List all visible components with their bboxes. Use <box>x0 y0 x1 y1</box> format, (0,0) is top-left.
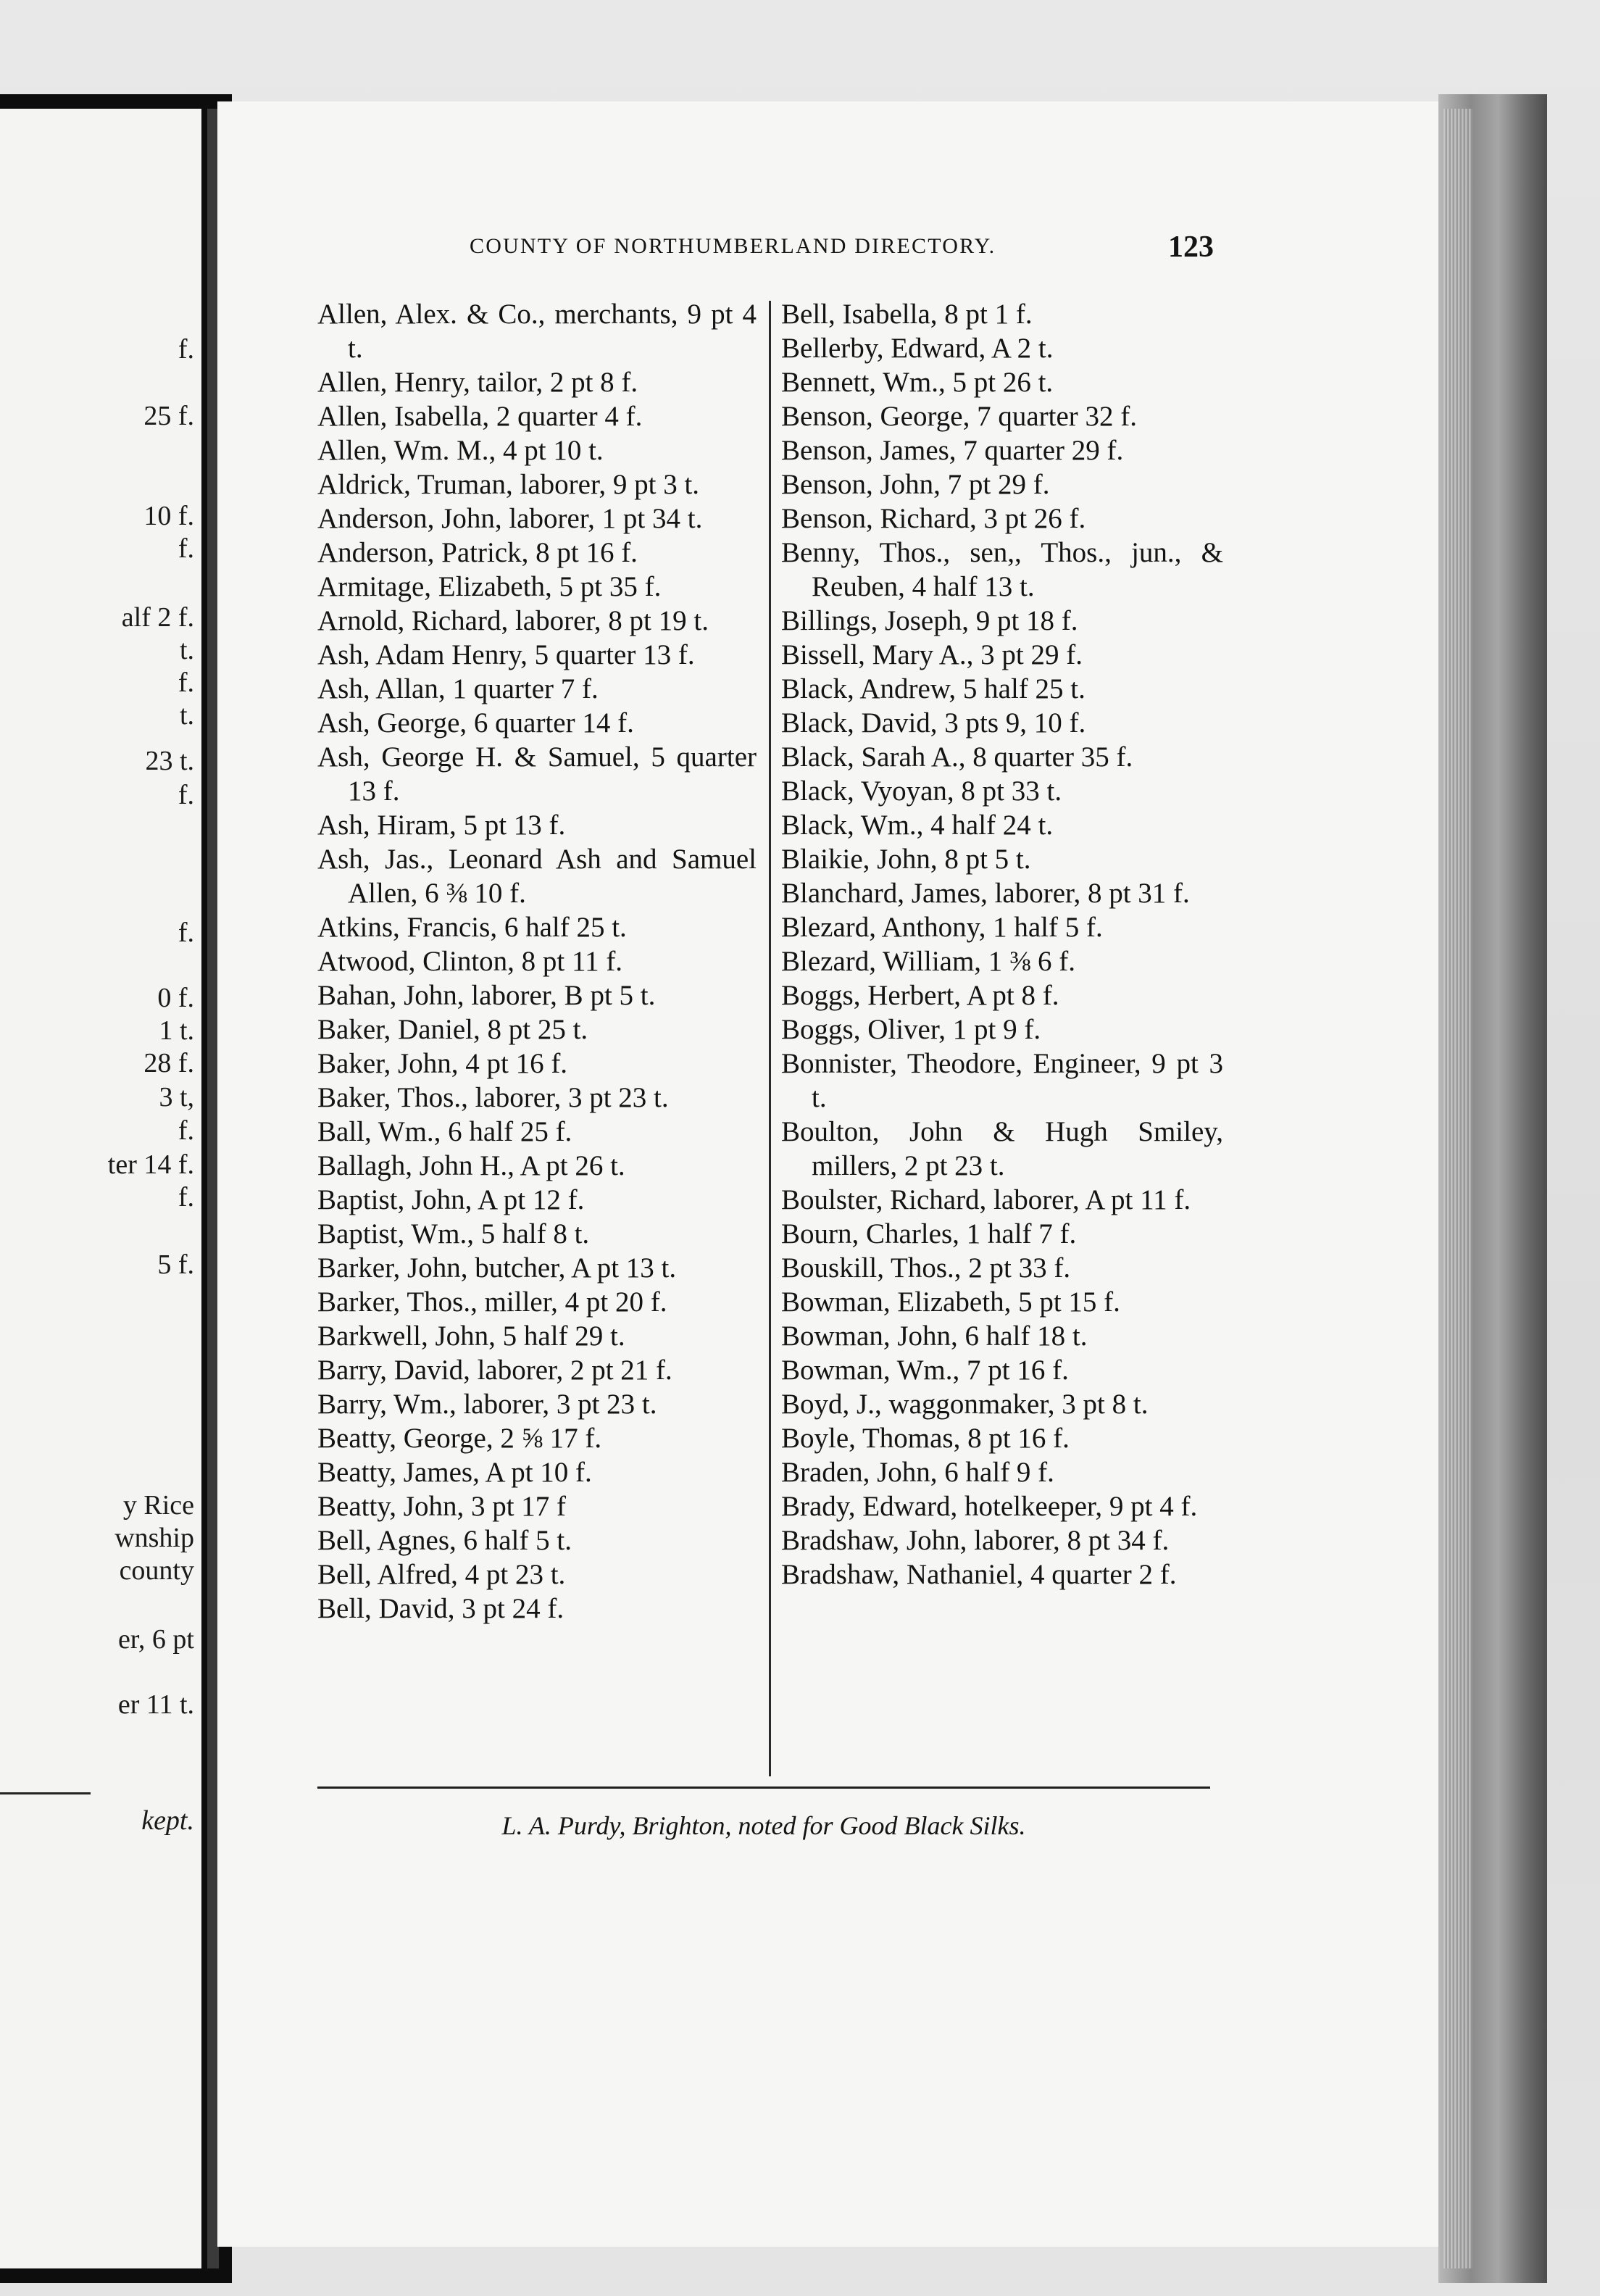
directory-entry: Allen, Wm. M., 4 pt 10 t. <box>317 435 604 466</box>
directory-entry: Arnold, Richard, laborer, 8 pt 19 t. <box>317 605 709 636</box>
directory-entry: Bowman, Elizabeth, 5 pt 15 f. <box>781 1286 1120 1318</box>
directory-entry: Bonnister, Theodore, Engineer, 9 pt 3 t. <box>781 1048 1223 1113</box>
left-fragment: f. <box>178 667 194 698</box>
left-fragment: f. <box>178 1115 194 1146</box>
directory-entry: Bennett, Wm., 5 pt 26 t. <box>781 367 1054 398</box>
directory-entry: Bradshaw, Nathaniel, 4 quarter 2 f. <box>781 1559 1177 1590</box>
page-stack-lines <box>1443 109 1472 2268</box>
directory-column-left <box>317 297 757 1626</box>
directory-entry: Boulton, John & Hugh Smiley, millers, 2 pt 23 t. <box>781 1116 1223 1181</box>
directory-entry: Ballagh, John H., A pt 26 t. <box>317 1150 625 1181</box>
directory-entry: Blanchard, James, laborer, 8 pt 31 f. <box>781 878 1190 909</box>
directory-entry: Black, David, 3 pts 9, 10 f. <box>781 707 1086 739</box>
directory-entry: Blezard, William, 1 ⅜ 6 f. <box>781 946 1076 977</box>
left-fragment: alf 2 f. <box>121 602 194 633</box>
directory-entry: Ash, Adam Henry, 5 quarter 13 f. <box>317 639 695 670</box>
left-fragment: 28 f. <box>143 1048 194 1078</box>
directory-entry: Ash, George H. & Samuel, 5 quarter 13 f. <box>317 741 757 807</box>
directory-entry: Bourn, Charles, 1 half 7 f. <box>781 1218 1077 1249</box>
directory-entry: Baptist, Wm., 5 half 8 t. <box>317 1218 590 1249</box>
left-fragment: 10 f. <box>143 501 194 531</box>
directory-entry: Barkwell, John, 5 half 29 t. <box>317 1320 625 1352</box>
directory-entry: Atwood, Clinton, 8 pt 11 f. <box>317 946 623 977</box>
left-fragment: kept. <box>141 1805 194 1836</box>
directory-entry: Barry, Wm., laborer, 3 pt 23 t. <box>317 1389 657 1420</box>
directory-entry: Allen, Henry, tailor, 2 pt 8 f. <box>317 367 638 398</box>
left-fragment: ter 14 f. <box>107 1149 194 1180</box>
directory-entry: Benson, George, 7 quarter 32 f. <box>781 401 1137 432</box>
directory-entry: Baker, Thos., laborer, 3 pt 23 t. <box>317 1082 669 1113</box>
left-fragment: 1 t. <box>159 1015 194 1046</box>
directory-entry: Beatty, John, 3 pt 17 f <box>317 1491 567 1522</box>
directory-entry: Ash, Hiram, 5 pt 13 f. <box>317 810 566 841</box>
directory-entry: Boggs, Oliver, 1 pt 9 f. <box>781 1014 1041 1045</box>
directory-entry: Baker, John, 4 pt 16 f. <box>317 1048 568 1079</box>
directory-entry: Beatty, James, A pt 10 f. <box>317 1457 592 1488</box>
left-fragment: y Rice <box>122 1490 194 1521</box>
directory-entry: Blaikie, John, 8 pt 5 t. <box>781 844 1031 875</box>
directory-entry: Billings, Joseph, 9 pt 18 f. <box>781 605 1078 636</box>
footer-advertisement: L. A. Purdy, Brighton, noted for Good Black Silks. <box>501 1811 1026 1840</box>
directory-entry: Bissell, Mary A., 3 pt 29 f. <box>781 639 1083 670</box>
left-fragment: t. <box>179 700 194 731</box>
column-divider <box>769 301 771 1776</box>
directory-entry: Anderson, Patrick, 8 pt 16 f. <box>317 537 638 568</box>
directory-entry: Braden, John, 6 half 9 f. <box>781 1457 1054 1488</box>
directory-entry: Aldrick, Truman, laborer, 9 pt 3 t. <box>317 469 700 500</box>
left-fragment: 25 f. <box>143 401 194 431</box>
directory-entry: Bahan, John, laborer, B pt 5 t. <box>317 980 656 1011</box>
directory-entry: Baptist, John, A pt 12 f. <box>317 1184 585 1215</box>
left-fragment: wnship <box>114 1523 194 1553</box>
directory-entry: Bowman, John, 6 half 18 t. <box>781 1320 1088 1352</box>
directory-entry: Black, Sarah A., 8 quarter 35 f. <box>781 741 1133 773</box>
directory-entry: Benny, Thos., sen,, Thos., jun., & Reuben, 4 half 13 t. <box>781 537 1223 602</box>
directory-entry: Bell, Isabella, 8 pt 1 f. <box>781 299 1033 330</box>
left-fragment: 5 f. <box>157 1249 194 1280</box>
directory-entry: Bowman, Wm., 7 pt 16 f. <box>781 1355 1069 1386</box>
left-fragment: f. <box>178 533 194 564</box>
directory-entry: Bouskill, Thos., 2 pt 33 f. <box>781 1252 1071 1284</box>
directory-entry: Boggs, Herbert, A pt 8 f. <box>781 980 1059 1011</box>
directory-entry: Benson, Richard, 3 pt 26 f. <box>781 503 1086 534</box>
directory-entry: Black, Andrew, 5 half 25 t. <box>781 673 1086 704</box>
directory-entry: Anderson, John, laborer, 1 pt 34 t. <box>317 503 703 534</box>
directory-entry: Benson, John, 7 pt 29 f. <box>781 469 1050 500</box>
directory-entry: Ash, Jas., Leonard Ash and Samuel Allen, 6 ⅜ 10 f. <box>317 844 757 909</box>
directory-entry: Allen, Alex. & Co., merchants, 9 pt 4 t. <box>317 299 757 364</box>
directory-entry: Brady, Edward, hotelkeeper, 9 pt 4 f. <box>781 1491 1198 1522</box>
directory-entry: Atkins, Francis, 6 half 25 t. <box>317 912 627 943</box>
left-fragment: county <box>119 1555 194 1586</box>
directory-entry: Bellerby, Edward, A 2 t. <box>781 333 1054 364</box>
left-fragment: f. <box>178 918 194 948</box>
directory-entry: Bradshaw, John, laborer, 8 pt 34 f. <box>781 1525 1170 1556</box>
directory-entry: Ball, Wm., 6 half 25 f. <box>317 1116 572 1147</box>
directory-entry: Boyd, J., waggonmaker, 3 pt 8 t. <box>781 1389 1149 1420</box>
directory-entry: Allen, Isabella, 2 quarter 4 f. <box>317 401 643 432</box>
directory-entry: Barry, David, laborer, 2 pt 21 f. <box>317 1355 672 1386</box>
page-title: COUNTY OF NORTHUMBERLAND DIRECTORY. <box>470 234 996 258</box>
left-fragment: f. <box>178 334 194 365</box>
directory-entry: Blezard, Anthony, 1 half 5 f. <box>781 912 1103 943</box>
left-fragment: 0 f. <box>157 983 194 1013</box>
left-fragment: er 11 t. <box>117 1689 194 1720</box>
directory-column-right <box>781 297 1223 1592</box>
left-fragment: f. <box>178 1182 194 1213</box>
directory-entry: Armitage, Elizabeth, 5 pt 35 f. <box>317 571 662 602</box>
directory-entry: Benson, James, 7 quarter 29 f. <box>781 435 1124 466</box>
directory-entry: Bell, Agnes, 6 half 5 t. <box>317 1525 572 1556</box>
left-fragment: 23 t. <box>145 746 194 776</box>
page-number: 123 <box>1168 230 1214 264</box>
directory-entry: Bell, David, 3 pt 24 f. <box>317 1593 564 1624</box>
directory-entry: Boulster, Richard, laborer, A pt 11 f. <box>781 1184 1191 1215</box>
directory-entry: Baker, Daniel, 8 pt 25 t. <box>317 1014 588 1045</box>
directory-entry: Barker, Thos., miller, 4 pt 20 f. <box>317 1286 667 1318</box>
left-fragment: f. <box>178 780 194 810</box>
directory-entry: Barker, John, butcher, A pt 13 t. <box>317 1252 677 1284</box>
directory-entry: Ash, George, 6 quarter 14 f. <box>317 707 634 739</box>
directory-entry: Ash, Allan, 1 quarter 7 f. <box>317 673 599 704</box>
directory-entry: Boyle, Thomas, 8 pt 16 f. <box>781 1423 1070 1454</box>
left-page-rule <box>0 1792 91 1794</box>
directory-entry: Bell, Alfred, 4 pt 23 t. <box>317 1559 566 1590</box>
left-page-edge <box>0 109 201 2268</box>
directory-entry: Black, Vyoyan, 8 pt 33 t. <box>781 775 1062 807</box>
left-fragment: 3 t, <box>159 1082 194 1112</box>
directory-entry: Black, Wm., 4 half 24 t. <box>781 810 1054 841</box>
page-header <box>319 230 1214 270</box>
footer-rule <box>317 1787 1210 1789</box>
left-fragment: er, 6 pt <box>117 1624 194 1655</box>
directory-entry: Beatty, George, 2 ⅝ 17 f. <box>317 1423 602 1454</box>
left-fragment: t. <box>179 635 194 665</box>
